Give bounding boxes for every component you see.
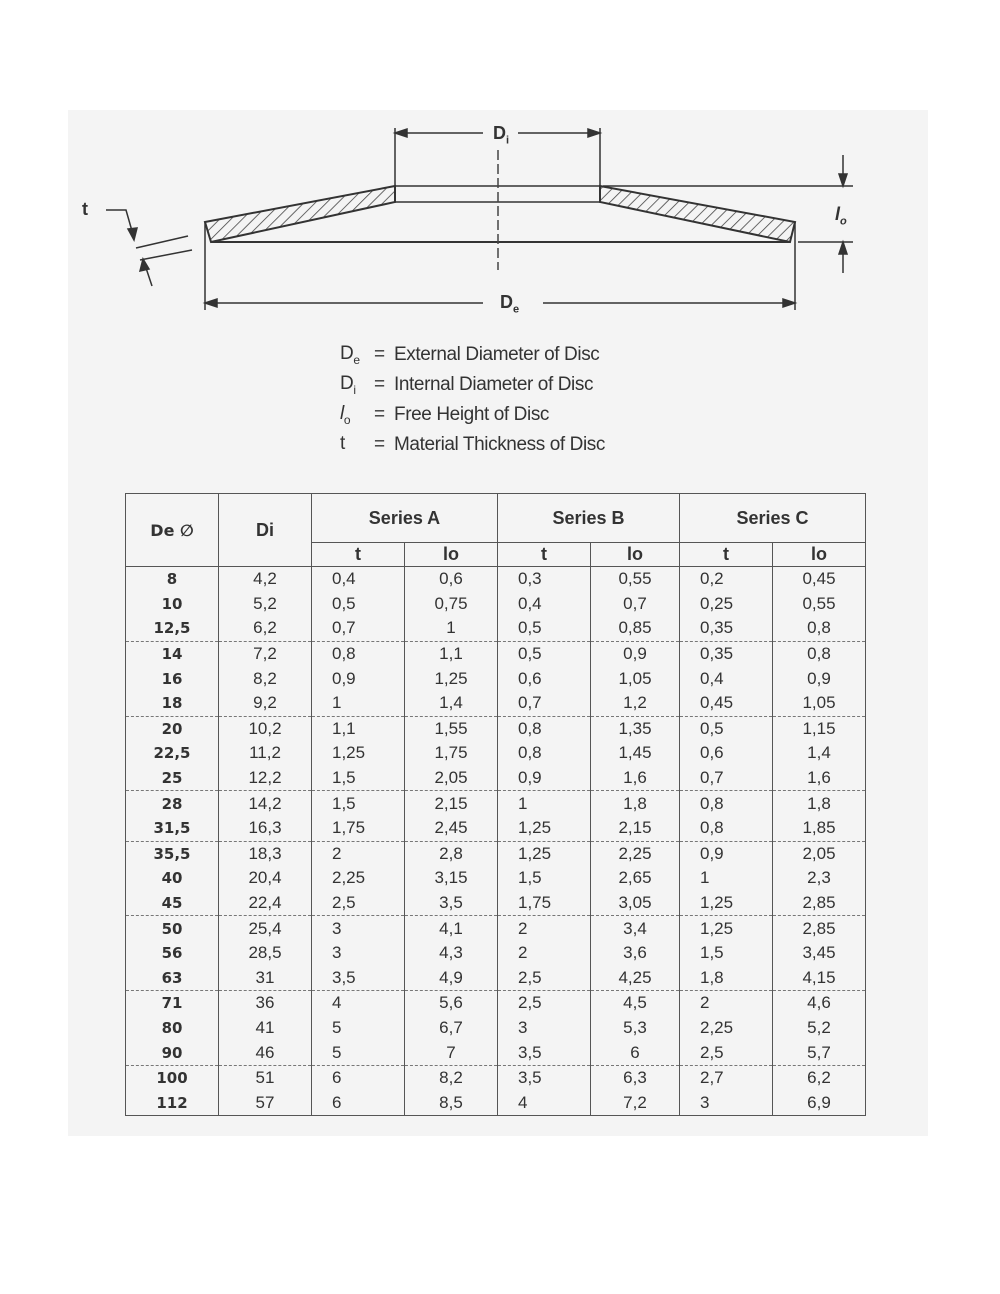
table-row — [126, 791, 866, 816]
cell-c-lo: 0,55 — [773, 592, 866, 617]
table-row — [126, 866, 866, 891]
cell-a-t: 2,5 — [312, 891, 405, 916]
cell-b-t: 1,75 — [498, 891, 591, 916]
table-row — [126, 616, 866, 641]
cell-de: 12,5 — [126, 616, 219, 641]
cell-c-lo: 6,2 — [773, 1065, 866, 1090]
cell-di: 22,4 — [219, 891, 312, 916]
cell-di: 18,3 — [219, 841, 312, 866]
header-de: De ∅ — [126, 494, 219, 567]
table-row — [126, 941, 866, 966]
cell-c-t: 0,25 — [680, 592, 773, 617]
cell-c-lo: 0,8 — [773, 641, 866, 666]
header-series-a: Series A — [312, 494, 498, 543]
cell-a-lo: 7 — [405, 1040, 498, 1065]
cell-c-lo: 6,9 — [773, 1090, 866, 1115]
cell-c-lo: 1,6 — [773, 766, 866, 791]
table-row — [126, 991, 866, 1016]
cell-c-lo: 2,85 — [773, 891, 866, 916]
header-a-t: t — [312, 543, 405, 567]
cell-a-t: 2,25 — [312, 866, 405, 891]
cell-c-lo: 4,15 — [773, 966, 866, 991]
cell-b-lo: 1,2 — [591, 691, 680, 716]
cell-c-t: 0,45 — [680, 691, 773, 716]
cell-b-t: 3,5 — [498, 1040, 591, 1065]
cell-c-t: 3 — [680, 1090, 773, 1115]
cell-a-t: 6 — [312, 1065, 405, 1090]
disc-cross-section — [205, 186, 795, 242]
cell-a-lo: 1 — [405, 616, 498, 641]
cell-b-t: 0,4 — [498, 592, 591, 617]
cell-c-t: 0,4 — [680, 666, 773, 691]
cell-a-t: 1,75 — [312, 816, 405, 841]
legend-symbol: $D_e$ — [340, 343, 360, 367]
cell-c-lo: 0,9 — [773, 666, 866, 691]
cell-a-lo: 2,45 — [405, 816, 498, 841]
cell-de: 40 — [126, 866, 219, 891]
cell-b-lo: 1,35 — [591, 716, 680, 741]
legend-row — [340, 370, 700, 400]
header-di: Di — [219, 494, 312, 567]
cell-di: 8,2 — [219, 666, 312, 691]
cell-de: 31,5 — [126, 816, 219, 841]
cell-c-t: 0,2 — [680, 567, 773, 592]
cell-di: 28,5 — [219, 941, 312, 966]
cell-c-t: 2,5 — [680, 1040, 773, 1065]
cell-de: 45 — [126, 891, 219, 916]
cell-c-lo: 0,8 — [773, 616, 866, 641]
cell-b-t: 2,5 — [498, 966, 591, 991]
table-row — [126, 816, 866, 841]
cell-b-lo: 6,3 — [591, 1065, 680, 1090]
legend-equals: = — [374, 404, 385, 425]
cell-b-lo: 0,85 — [591, 616, 680, 641]
cell-c-lo: 2,85 — [773, 916, 866, 941]
header-series-b: Series B — [498, 494, 680, 543]
cell-b-t: 1,25 — [498, 816, 591, 841]
table-row — [126, 741, 866, 766]
cell-a-lo: 0,75 — [405, 592, 498, 617]
cell-de: 112 — [126, 1090, 219, 1115]
cell-c-t: 0,5 — [680, 716, 773, 741]
cell-de: 100 — [126, 1065, 219, 1090]
cell-di: 6,2 — [219, 616, 312, 641]
cell-di: 16,3 — [219, 816, 312, 841]
cell-b-lo: 6 — [591, 1040, 680, 1065]
cell-a-t: 0,5 — [312, 592, 405, 617]
lo-label: $l_o$ — [835, 204, 847, 228]
cell-a-t: 5 — [312, 1016, 405, 1041]
cell-b-lo: 0,7 — [591, 592, 680, 617]
cell-c-lo: 2,3 — [773, 866, 866, 891]
table-row — [126, 916, 866, 941]
cell-c-t: 1 — [680, 866, 773, 891]
cell-c-t: 0,35 — [680, 641, 773, 666]
cell-c-t: 2 — [680, 991, 773, 1016]
cell-c-lo: 4,6 — [773, 991, 866, 1016]
cell-de: 63 — [126, 966, 219, 991]
cell-de: 80 — [126, 1016, 219, 1041]
document-sheet — [68, 110, 928, 1136]
cell-a-lo: 2,8 — [405, 841, 498, 866]
table-row — [126, 1065, 866, 1090]
cell-c-t: 0,8 — [680, 791, 773, 816]
table-row — [126, 666, 866, 691]
cell-a-lo: 2,15 — [405, 791, 498, 816]
cell-a-lo: 4,3 — [405, 941, 498, 966]
cell-de: 14 — [126, 641, 219, 666]
cell-b-t: 4 — [498, 1090, 591, 1115]
cell-b-t: 0,5 — [498, 641, 591, 666]
header-series-c: Series C — [680, 494, 866, 543]
table-row — [126, 891, 866, 916]
cell-di: 7,2 — [219, 641, 312, 666]
cell-b-t: 1,5 — [498, 866, 591, 891]
cell-de: 8 — [126, 567, 219, 592]
cell-c-t: 0,8 — [680, 816, 773, 841]
cell-c-lo: 5,7 — [773, 1040, 866, 1065]
cell-a-lo: 6,7 — [405, 1016, 498, 1041]
cell-de: 90 — [126, 1040, 219, 1065]
cell-c-t: 1,25 — [680, 891, 773, 916]
cell-di: 20,4 — [219, 866, 312, 891]
cell-a-t: 1 — [312, 691, 405, 716]
cell-a-t: 0,9 — [312, 666, 405, 691]
cell-c-lo: 2,05 — [773, 841, 866, 866]
legend-text: Material Thickness of Disc — [394, 434, 605, 455]
cell-di: 41 — [219, 1016, 312, 1041]
cell-b-lo: 2,65 — [591, 866, 680, 891]
legend-row — [340, 340, 700, 370]
cell-di: 36 — [219, 991, 312, 1016]
cell-c-lo: 1,8 — [773, 791, 866, 816]
cell-a-lo: 8,5 — [405, 1090, 498, 1115]
cell-c-lo: 1,05 — [773, 691, 866, 716]
table-row — [126, 1040, 866, 1065]
cell-a-t: 1,5 — [312, 791, 405, 816]
cell-de: 35,5 — [126, 841, 219, 866]
cell-a-lo: 1,1 — [405, 641, 498, 666]
cell-a-t: 0,4 — [312, 567, 405, 592]
cell-c-lo: 5,2 — [773, 1016, 866, 1041]
t-label: t — [82, 199, 88, 219]
cell-a-t: 0,8 — [312, 641, 405, 666]
table-row — [126, 766, 866, 791]
legend-symbol: $D_i$ — [340, 373, 356, 397]
cell-a-lo: 1,4 — [405, 691, 498, 716]
cell-b-lo: 1,8 — [591, 791, 680, 816]
cell-a-t: 3 — [312, 916, 405, 941]
cell-a-t: 1,5 — [312, 766, 405, 791]
cell-di: 31 — [219, 966, 312, 991]
cell-b-lo: 3,6 — [591, 941, 680, 966]
cell-a-lo: 1,25 — [405, 666, 498, 691]
cell-b-lo: 1,45 — [591, 741, 680, 766]
cell-b-t: 0,9 — [498, 766, 591, 791]
legend-text: Internal Diameter of Disc — [394, 374, 594, 395]
legend-text: Free Height of Disc — [394, 404, 550, 425]
cell-b-t: 0,8 — [498, 741, 591, 766]
table-row — [126, 592, 866, 617]
header-b-t: t — [498, 543, 591, 567]
cell-c-t: 1,25 — [680, 916, 773, 941]
cell-di: 46 — [219, 1040, 312, 1065]
legend-equals: = — [374, 344, 385, 365]
cell-a-t: 5 — [312, 1040, 405, 1065]
table-row — [126, 567, 866, 592]
cell-di: 57 — [219, 1090, 312, 1115]
cell-de: 18 — [126, 691, 219, 716]
cell-a-lo: 1,75 — [405, 741, 498, 766]
disc-spring-spec-table — [125, 493, 866, 1116]
cell-de: 22,5 — [126, 741, 219, 766]
cell-di: 12,2 — [219, 766, 312, 791]
cell-b-lo: 0,9 — [591, 641, 680, 666]
cell-b-lo: 0,55 — [591, 567, 680, 592]
cell-b-t: 0,3 — [498, 567, 591, 592]
table-row — [126, 1090, 866, 1115]
cell-di: 9,2 — [219, 691, 312, 716]
cell-b-t: 1,25 — [498, 841, 591, 866]
cell-b-lo: 1,05 — [591, 666, 680, 691]
legend-equals: = — [374, 374, 385, 395]
cell-a-lo: 4,9 — [405, 966, 498, 991]
cell-di: 14,2 — [219, 791, 312, 816]
table-row — [126, 691, 866, 716]
table-row — [126, 716, 866, 741]
cell-di: 4,2 — [219, 567, 312, 592]
cell-a-lo: 1,55 — [405, 716, 498, 741]
di-label: $D_i$ — [493, 123, 510, 147]
cell-a-lo: 5,6 — [405, 991, 498, 1016]
cell-c-t: 1,5 — [680, 941, 773, 966]
cell-a-lo: 3,5 — [405, 891, 498, 916]
cell-de: 20 — [126, 716, 219, 741]
legend-equals: = — [374, 434, 385, 455]
cell-b-lo: 3,05 — [591, 891, 680, 916]
cell-di: 5,2 — [219, 592, 312, 617]
cell-c-t: 2,25 — [680, 1016, 773, 1041]
cell-di: 10,2 — [219, 716, 312, 741]
cell-a-lo: 4,1 — [405, 916, 498, 941]
table-row — [126, 966, 866, 991]
cell-di: 25,4 — [219, 916, 312, 941]
cell-a-lo: 2,05 — [405, 766, 498, 791]
de-label: $D_e$ — [500, 292, 520, 316]
cell-c-t: 0,7 — [680, 766, 773, 791]
table-row — [126, 1016, 866, 1041]
cell-a-t: 1,1 — [312, 716, 405, 741]
cell-a-t: 1,25 — [312, 741, 405, 766]
cell-c-t: 0,9 — [680, 841, 773, 866]
cell-c-lo: 1,15 — [773, 716, 866, 741]
cell-a-t: 2 — [312, 841, 405, 866]
cell-b-t: 0,7 — [498, 691, 591, 716]
cell-de: 71 — [126, 991, 219, 1016]
cell-b-lo: 5,3 — [591, 1016, 680, 1041]
cell-a-t: 4 — [312, 991, 405, 1016]
cell-c-t: 1,8 — [680, 966, 773, 991]
legend-row — [340, 400, 700, 430]
cell-di: 51 — [219, 1065, 312, 1090]
cell-b-t: 1 — [498, 791, 591, 816]
cell-b-t: 0,5 — [498, 616, 591, 641]
cell-c-lo: 3,45 — [773, 941, 866, 966]
cell-a-lo: 8,2 — [405, 1065, 498, 1090]
legend-symbol: $l_o$ — [340, 403, 351, 427]
cell-b-lo: 4,25 — [591, 966, 680, 991]
legend-row — [340, 430, 700, 460]
cell-de: 56 — [126, 941, 219, 966]
cell-b-lo: 3,4 — [591, 916, 680, 941]
cell-b-lo: 7,2 — [591, 1090, 680, 1115]
cell-a-t: 6 — [312, 1090, 405, 1115]
cell-de: 28 — [126, 791, 219, 816]
cell-b-t: 2 — [498, 916, 591, 941]
cell-de: 25 — [126, 766, 219, 791]
cell-de: 50 — [126, 916, 219, 941]
cell-b-lo: 4,5 — [591, 991, 680, 1016]
table-body — [126, 567, 866, 1116]
cell-a-t: 0,7 — [312, 616, 405, 641]
cell-b-t: 2 — [498, 941, 591, 966]
cell-b-lo: 2,25 — [591, 841, 680, 866]
cell-b-t: 2,5 — [498, 991, 591, 1016]
cell-b-lo: 1,6 — [591, 766, 680, 791]
header-b-lo: lo — [591, 543, 680, 567]
cell-c-lo: 1,85 — [773, 816, 866, 841]
cell-c-lo: 1,4 — [773, 741, 866, 766]
cell-a-t: 3 — [312, 941, 405, 966]
symbol-legend — [340, 340, 700, 460]
cell-c-t: 2,7 — [680, 1065, 773, 1090]
cell-c-lo: 0,45 — [773, 567, 866, 592]
cell-a-t: 3,5 — [312, 966, 405, 991]
table-row — [126, 641, 866, 666]
cell-a-lo: 0,6 — [405, 567, 498, 592]
legend-text: External Diameter of Disc — [394, 344, 600, 365]
cell-b-t: 3,5 — [498, 1065, 591, 1090]
cell-de: 16 — [126, 666, 219, 691]
header-c-lo: lo — [773, 543, 866, 567]
header-a-lo: lo — [405, 543, 498, 567]
cell-c-t: 0,35 — [680, 616, 773, 641]
cell-a-lo: 3,15 — [405, 866, 498, 891]
cell-de: 10 — [126, 592, 219, 617]
cell-b-lo: 2,15 — [591, 816, 680, 841]
legend-symbol: t — [340, 433, 345, 455]
header-c-t: t — [680, 543, 773, 567]
t-dimension — [106, 210, 192, 286]
cell-di: 11,2 — [219, 741, 312, 766]
table-row — [126, 841, 866, 866]
cell-c-t: 0,6 — [680, 741, 773, 766]
cell-b-t: 0,6 — [498, 666, 591, 691]
cell-b-t: 0,8 — [498, 716, 591, 741]
cell-b-t: 3 — [498, 1016, 591, 1041]
